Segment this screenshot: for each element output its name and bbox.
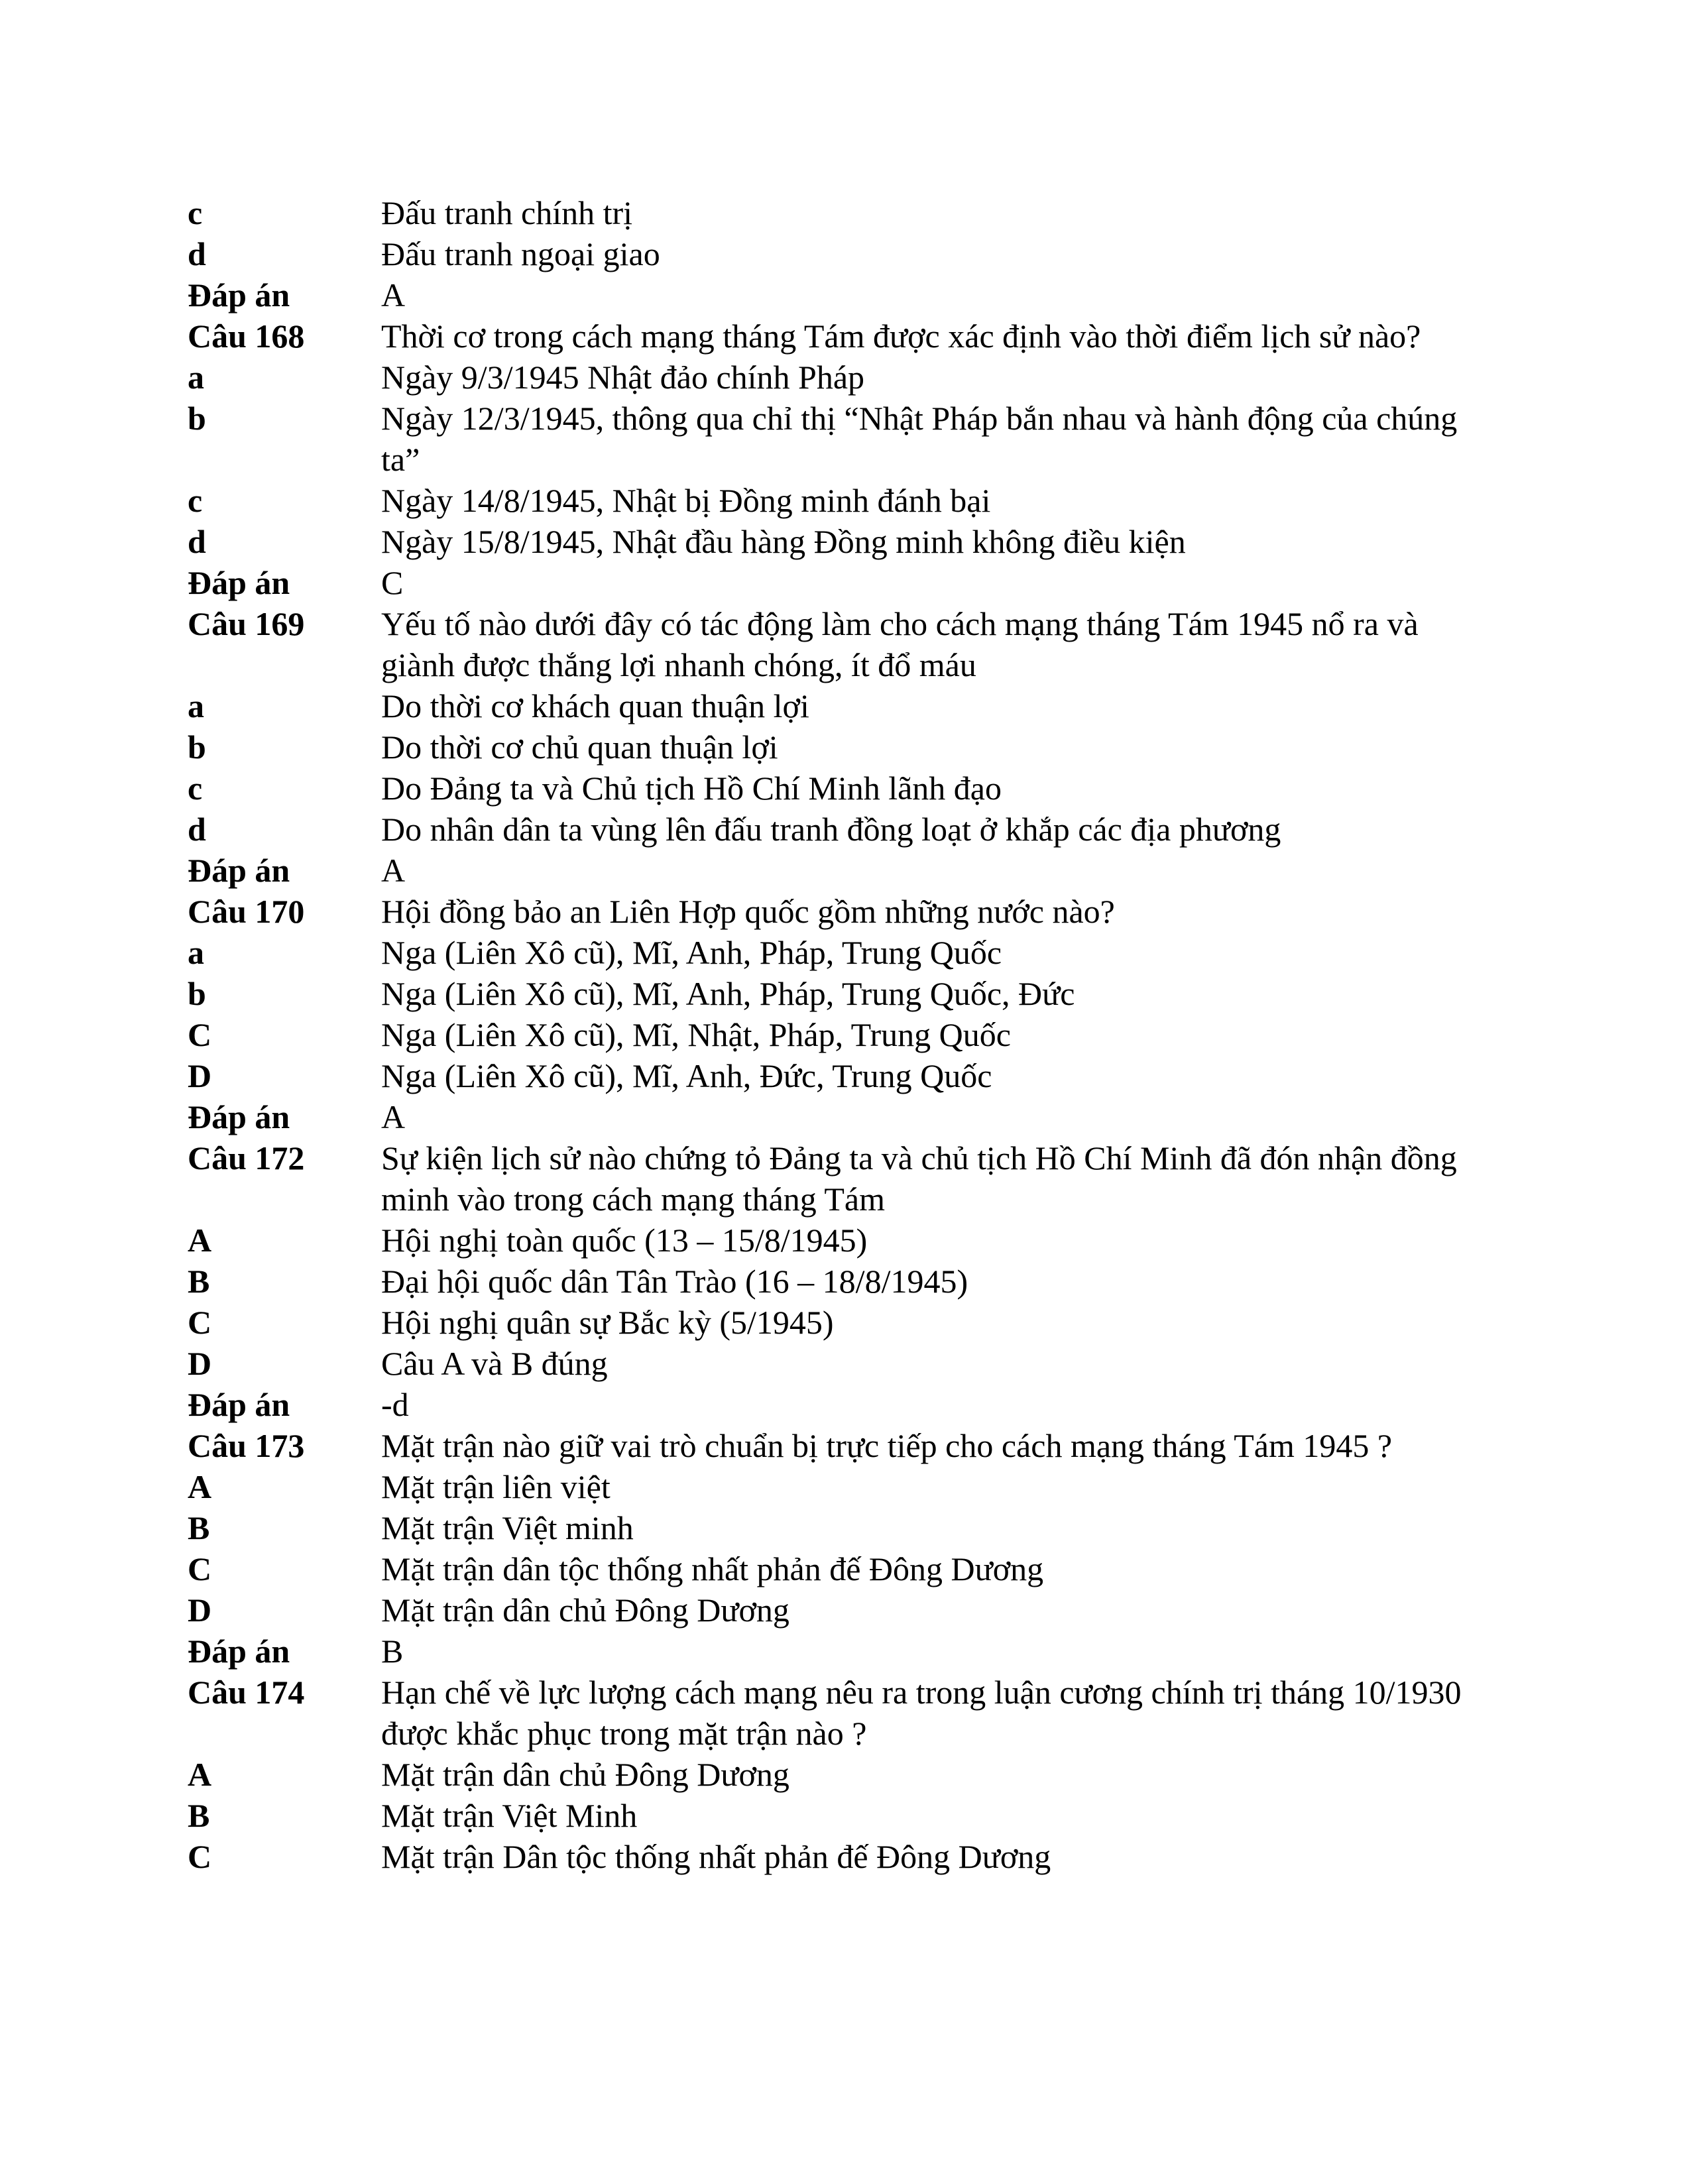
qa-row	[188, 1795, 1500, 1836]
row-text: Mặt trận dân chủ Đông Dương	[381, 1756, 789, 1793]
row-text: Câu A và B đúng	[381, 1345, 608, 1382]
row-label: A	[188, 1756, 212, 1793]
row-label: D	[188, 1591, 212, 1629]
row-text: B	[381, 1633, 404, 1670]
row-label: B	[188, 1797, 210, 1834]
qa-row	[188, 1466, 1500, 1507]
qa-row	[188, 1261, 1500, 1302]
row-label: b	[188, 400, 206, 437]
qa-row	[188, 1672, 1500, 1754]
row-text: Nga (Liên Xô cũ), Mĩ, Nhật, Pháp, Trung Quốc	[381, 1016, 1011, 1053]
row-label: c	[188, 770, 203, 807]
row-label: Câu 173	[188, 1427, 305, 1464]
row-text: Ngày 14/8/1945, Nhật bị Đồng minh đánh bại	[381, 482, 991, 519]
qa-row	[188, 316, 1500, 357]
row-text: Do Đảng ta và Chủ tịch Hồ Chí Minh lãnh đạo	[381, 770, 1002, 807]
row-text: A	[381, 1098, 406, 1135]
row-label: a	[188, 687, 204, 724]
qa-row	[188, 1137, 1500, 1220]
row-label: Đáp án	[188, 276, 290, 314]
row-label: b	[188, 975, 206, 1012]
row-label: Câu 170	[188, 893, 305, 930]
row-text: Mặt trận Việt minh	[381, 1509, 634, 1546]
row-label: d	[188, 235, 206, 272]
row-text: Đấu tranh ngoại giao	[381, 235, 660, 272]
qa-row	[188, 1589, 1500, 1631]
row-text: Hội nghị quân sự Bắc kỳ (5/1945)	[381, 1304, 834, 1341]
row-text: Hạn chế về lực lượng cách mạng nêu ra trong luận cương chính trị tháng 10/1930 được khắc phục trong mặt trận nào ?	[381, 1674, 1462, 1752]
qa-row	[188, 398, 1500, 480]
qa-row	[188, 1343, 1500, 1384]
qa-row	[188, 1384, 1500, 1425]
row-text: Đấu tranh chính trị	[381, 194, 633, 231]
row-label: D	[188, 1057, 212, 1094]
row-text: Do nhân dân ta vùng lên đấu tranh đồng loạt ở khắp các địa phương	[381, 811, 1281, 848]
qa-row	[188, 973, 1500, 1014]
qa-list	[188, 192, 1500, 1877]
qa-row	[188, 562, 1500, 603]
row-text: Hội đồng bảo an Liên Hợp quốc gồm những nước nào?	[381, 893, 1115, 930]
row-label: A	[188, 1222, 212, 1259]
row-label: Câu 168	[188, 317, 305, 355]
row-text: Nga (Liên Xô cũ), Mĩ, Anh, Pháp, Trung Quốc	[381, 934, 1002, 971]
qa-row	[188, 233, 1500, 274]
qa-row	[188, 685, 1500, 726]
row-text: Mặt trận liên việt	[381, 1468, 611, 1505]
row-text: Mặt trận Dân tộc thống nhất phản đế Đông Dương	[381, 1838, 1051, 1875]
row-label: Đáp án	[188, 1633, 290, 1670]
qa-row	[188, 932, 1500, 973]
row-text: Mặt trận dân tộc thống nhất phản đế Đông Dương	[381, 1550, 1044, 1587]
row-label: B	[188, 1263, 210, 1300]
qa-row	[188, 274, 1500, 316]
qa-row	[188, 1096, 1500, 1137]
row-text: Thời cơ trong cách mạng tháng Tám được xác định vào thời điểm lịch sử nào?	[381, 317, 1421, 355]
row-text: Nga (Liên Xô cũ), Mĩ, Anh, Đức, Trung Quốc	[381, 1057, 992, 1094]
qa-row	[188, 726, 1500, 768]
row-label: a	[188, 359, 204, 396]
row-label: Đáp án	[188, 852, 290, 889]
row-text: C	[381, 564, 404, 601]
row-label: C	[188, 1304, 212, 1341]
qa-row	[188, 1836, 1500, 1877]
qa-row	[188, 192, 1500, 233]
row-label: d	[188, 811, 206, 848]
row-label: Câu 174	[188, 1674, 305, 1711]
qa-row	[188, 603, 1500, 685]
row-text: Ngày 12/3/1945, thông qua chỉ thị “Nhật Pháp bắn nhau và hành động của chúng ta”	[381, 400, 1458, 478]
qa-row	[188, 1302, 1500, 1343]
row-text: Do thời cơ khách quan thuận lợi	[381, 687, 809, 724]
row-text: Ngày 9/3/1945 Nhật đảo chính Pháp	[381, 359, 865, 396]
row-text: Do thời cơ chủ quan thuận lợi	[381, 728, 778, 766]
row-label: b	[188, 728, 206, 766]
row-text: -d	[381, 1386, 409, 1423]
row-label: Đáp án	[188, 1386, 290, 1423]
row-text: A	[381, 852, 406, 889]
row-label: Câu 172	[188, 1139, 305, 1177]
row-text: Sự kiện lịch sử nào chứng tỏ Đảng ta và chủ tịch Hồ Chí Minh đã đón nhận đồng minh vào trong cách mạng tháng Tám	[381, 1139, 1457, 1218]
row-label: c	[188, 482, 203, 519]
row-label: Câu 169	[188, 605, 305, 642]
row-label: D	[188, 1345, 212, 1382]
qa-row	[188, 850, 1500, 891]
row-label: Đáp án	[188, 1098, 290, 1135]
row-text: A	[381, 276, 406, 314]
row-text: Ngày 15/8/1945, Nhật đầu hàng Đồng minh không điều kiện	[381, 523, 1186, 560]
row-label: c	[188, 194, 203, 231]
qa-row	[188, 891, 1500, 932]
row-text: Đại hội quốc dân Tân Trào (16 – 18/8/1945)	[381, 1263, 968, 1300]
qa-row	[188, 1014, 1500, 1055]
qa-row	[188, 809, 1500, 850]
qa-row	[188, 1631, 1500, 1672]
row-label: Đáp án	[188, 564, 290, 601]
row-label: C	[188, 1016, 212, 1053]
qa-row	[188, 521, 1500, 562]
row-label: d	[188, 523, 206, 560]
row-text: Mặt trận dân chủ Đông Dương	[381, 1591, 789, 1629]
qa-row	[188, 1507, 1500, 1548]
qa-row	[188, 768, 1500, 809]
row-text: Yếu tố nào dưới đây có tác động làm cho cách mạng tháng Tám 1945 nổ ra và giành được thắng lợi nhanh chóng, ít đổ máu	[381, 605, 1419, 683]
qa-row	[188, 1548, 1500, 1589]
row-text: Mặt trận Việt Minh	[381, 1797, 638, 1834]
qa-row	[188, 1425, 1500, 1466]
row-label: C	[188, 1550, 212, 1587]
qa-row	[188, 1055, 1500, 1096]
qa-row	[188, 1220, 1500, 1261]
row-text: Nga (Liên Xô cũ), Mĩ, Anh, Pháp, Trung Quốc, Đức	[381, 975, 1075, 1012]
row-label: A	[188, 1468, 212, 1505]
row-label: B	[188, 1509, 210, 1546]
row-label: a	[188, 934, 204, 971]
qa-row	[188, 480, 1500, 521]
row-label: C	[188, 1838, 212, 1875]
qa-row	[188, 1754, 1500, 1795]
qa-row	[188, 357, 1500, 398]
row-text: Mặt trận nào giữ vai trò chuẩn bị trực tiếp cho cách mạng tháng Tám 1945 ?	[381, 1427, 1393, 1464]
row-text: Hội nghị toàn quốc (13 – 15/8/1945)	[381, 1222, 868, 1259]
